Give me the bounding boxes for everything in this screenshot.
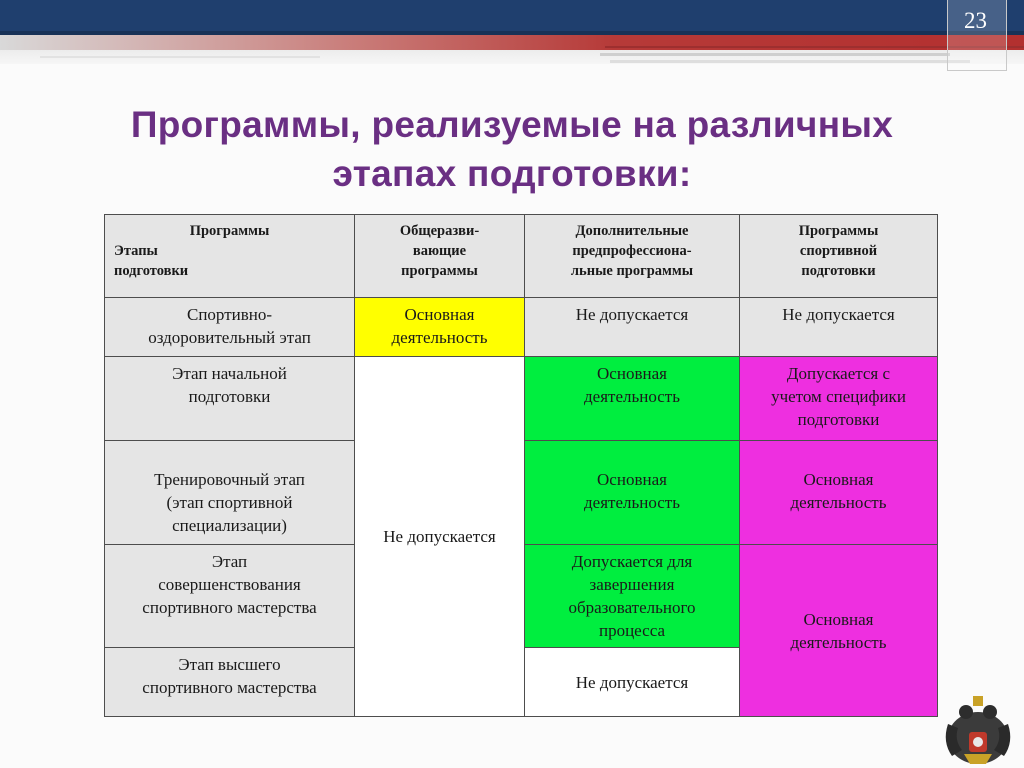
slide-number: 23 (964, 8, 987, 33)
preprofessional-cell (525, 441, 740, 545)
sport-cell (740, 357, 938, 441)
cell-text-line: Основная (803, 609, 874, 629)
general-cell (355, 298, 525, 357)
preprofessional-cell (525, 357, 740, 441)
header-bar (0, 0, 1024, 35)
cell-text-line: спортивного мастерства (142, 678, 317, 697)
cell-text-line: (этап спортивной (166, 493, 293, 512)
header-text-line: программы (401, 263, 478, 279)
programs-table (104, 214, 938, 717)
table-header-row (105, 215, 938, 298)
header-text-line: Дополнительные (575, 223, 689, 239)
cell-text-line: специализации) (172, 516, 287, 535)
table-row (105, 357, 938, 441)
cell-text-line: деятельность (790, 632, 887, 652)
decor-line (40, 56, 320, 58)
stage-cell (105, 648, 355, 717)
stage-cell (105, 545, 355, 648)
cell-text-line: завершения (589, 575, 675, 594)
header-preprofessional-programs (525, 215, 740, 298)
header-stages-label (114, 241, 188, 281)
header-programs-label: Программы (189, 223, 270, 239)
cell-text-line: деятельность (584, 387, 680, 406)
cell-text-line: учетом специфики (771, 387, 906, 406)
header-text-line: Программы (798, 223, 879, 239)
cell-text-line: спортивного мастерства (142, 598, 317, 617)
preprofessional-cell (525, 545, 740, 648)
header-general-programs (355, 215, 525, 298)
cell-text-line: Основная (597, 470, 667, 489)
sport-merged-cell (740, 545, 938, 717)
cell-text-line: Тренировочный этап (154, 470, 305, 489)
cell-text-line: Спортивно- (186, 305, 273, 324)
header-sport-programs (740, 215, 938, 298)
decor-line (610, 60, 970, 63)
preprofessional-cell: Не допускается (525, 298, 740, 357)
coat-of-arms-icon (940, 694, 1016, 768)
header-text-line: Общеразви- (399, 223, 480, 239)
cell-text-line: подготовки (797, 410, 880, 429)
cell-text-line: процесса (598, 621, 665, 640)
cell-text-line: Основная (803, 470, 874, 489)
preprofessional-cell: Не допускается (525, 648, 740, 717)
cell-text-line: оздоровительный этап (148, 328, 311, 347)
header-stages-line: подготовки (114, 263, 189, 279)
header-text-line: льные программы (570, 263, 694, 279)
stage-cell (105, 441, 355, 545)
cell-text-line: совершенствования (158, 575, 301, 594)
cell-text-line: Основная (597, 364, 667, 383)
cell-text-line: Этап (211, 552, 248, 571)
title-line-1: Программы, реализуемые на различных (130, 104, 894, 145)
header-text-line: спортивной (799, 243, 878, 259)
table-row (105, 298, 938, 357)
header-text-line: предпрофессиона- (572, 243, 692, 259)
stage-cell (105, 357, 355, 441)
cell-text-line: Допускается с (786, 364, 891, 383)
cell-text-line: деятельность (391, 328, 488, 347)
sport-cell (740, 441, 938, 545)
cell-text-line: Этап начальной (172, 364, 287, 383)
general-merged-cell: Не допускается (355, 357, 525, 717)
header-stages-line: Этапы (114, 243, 158, 259)
cell-text-line: деятельность (584, 493, 680, 512)
cell-text-line: деятельность (790, 493, 887, 512)
cell-text-line: Допускается для (571, 552, 693, 571)
header-text-line: подготовки (801, 263, 876, 279)
header-text-line: вающие (412, 243, 467, 259)
cell-text-line: подготовки (188, 387, 271, 406)
slide-title (0, 100, 1024, 198)
decor-line (600, 53, 950, 56)
title-line-2: этапах подготовки: (332, 153, 692, 194)
cell-text-line: Этап высшего (178, 655, 281, 674)
header-corner-cell (105, 215, 355, 298)
cell-text-line: образовательного (568, 598, 696, 617)
stage-cell (105, 298, 355, 357)
cell-text-line: Основная (404, 305, 475, 324)
sport-cell: Не допускается (740, 298, 938, 357)
